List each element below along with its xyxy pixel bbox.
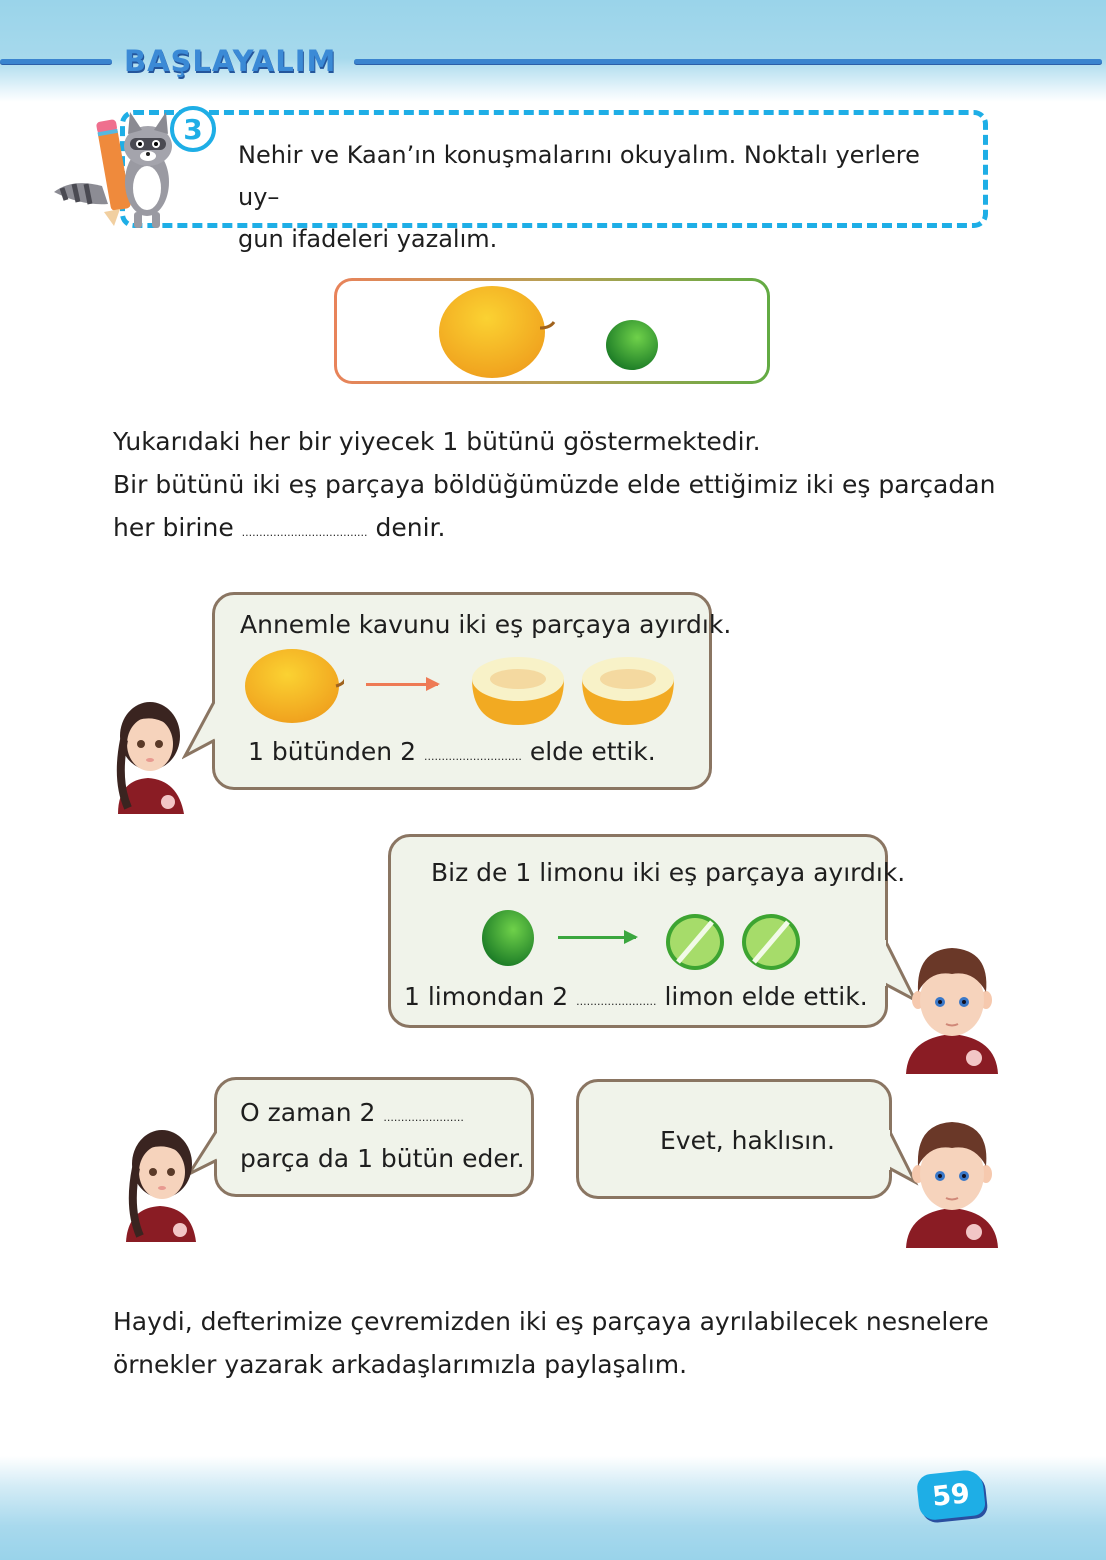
intro-line-2: Bir bütünü iki eş parçaya böldüğümüzde elde ettiğimiz iki eş parçadan bbox=[113, 470, 996, 499]
lime-icon bbox=[478, 908, 538, 968]
girl-nehir-avatar bbox=[108, 690, 188, 814]
header-rule-right bbox=[354, 59, 1102, 64]
header-rule-left bbox=[0, 59, 112, 64]
speech-bubble-nehir-2 bbox=[214, 1077, 534, 1197]
intro-line-3-after: denir. bbox=[375, 513, 446, 542]
instruction-text bbox=[238, 134, 968, 260]
closing-paragraph bbox=[113, 1300, 989, 1386]
page-number-badge: 59 bbox=[916, 1469, 986, 1522]
bubble-text: Annemle kavunu iki eş parçaya ayırdık. bbox=[240, 610, 732, 639]
raccoon-mascot-icon bbox=[52, 108, 182, 232]
arrow-right-icon bbox=[558, 936, 636, 939]
text-before-blank: 1 limondan 2 bbox=[404, 982, 569, 1011]
melon-icon bbox=[438, 284, 560, 380]
text-after-blank: elde ettik. bbox=[529, 737, 656, 766]
text-after-blank: limon elde ettik. bbox=[664, 982, 868, 1011]
instruction-line-2: gun ifadeleri yazalım. bbox=[238, 225, 498, 253]
closing-line-1: Haydi, defterimize çevremizden iki eş parçaya ayrılabilecek nesnelere bbox=[113, 1307, 989, 1336]
bubble-text-fill bbox=[240, 1098, 464, 1127]
activity-number-badge: 3 bbox=[170, 106, 216, 152]
melon-half-icon bbox=[580, 655, 676, 725]
bubble-text: Biz de 1 limonu iki eş parçaya ayırdık. bbox=[431, 858, 906, 887]
melon-half-icon bbox=[470, 655, 566, 725]
fill-in-blank[interactable]: ....................... bbox=[383, 1111, 464, 1124]
bubble-text-fill bbox=[404, 982, 868, 1011]
arrow-right-icon bbox=[366, 683, 438, 686]
bubble-text: Evet, haklısın. bbox=[660, 1126, 835, 1155]
intro-line-1: Yukarıdaki her bir yiyecek 1 bütünü göstermektedir. bbox=[113, 427, 761, 456]
boy-kaan-avatar bbox=[904, 940, 1000, 1074]
bubble-tail bbox=[182, 700, 222, 762]
section-title: BAŞLAYALIM bbox=[124, 44, 337, 78]
lime-icon bbox=[604, 318, 660, 372]
intro-line-3-before: her birine bbox=[113, 513, 234, 542]
bubble-text-fill bbox=[248, 737, 656, 766]
boy-kaan-avatar bbox=[904, 1114, 1000, 1248]
fill-in-blank[interactable]: ....................... bbox=[576, 995, 657, 1008]
fill-in-blank[interactable]: .................................... bbox=[241, 526, 368, 539]
lime-half-icon bbox=[664, 912, 726, 972]
bubble-text: parça da 1 bütün eder. bbox=[240, 1144, 525, 1173]
girl-nehir-avatar bbox=[122, 1118, 202, 1242]
lime-half-icon bbox=[740, 912, 802, 972]
text-before-blank: 1 bütünden 2 bbox=[248, 737, 417, 766]
text-before-blank: O zaman 2 bbox=[240, 1098, 376, 1127]
melon-icon bbox=[244, 648, 344, 724]
closing-line-2: örnekler yazarak arkadaşlarımızla paylaşalım. bbox=[113, 1350, 688, 1379]
instruction-line-1: Nehir ve Kaan’ın konuşmalarını okuyalım. Noktalı yerlere uy– bbox=[238, 141, 920, 211]
intro-line-3 bbox=[113, 506, 995, 554]
fill-in-blank[interactable]: ............................ bbox=[423, 750, 522, 763]
intro-paragraph bbox=[113, 420, 995, 554]
